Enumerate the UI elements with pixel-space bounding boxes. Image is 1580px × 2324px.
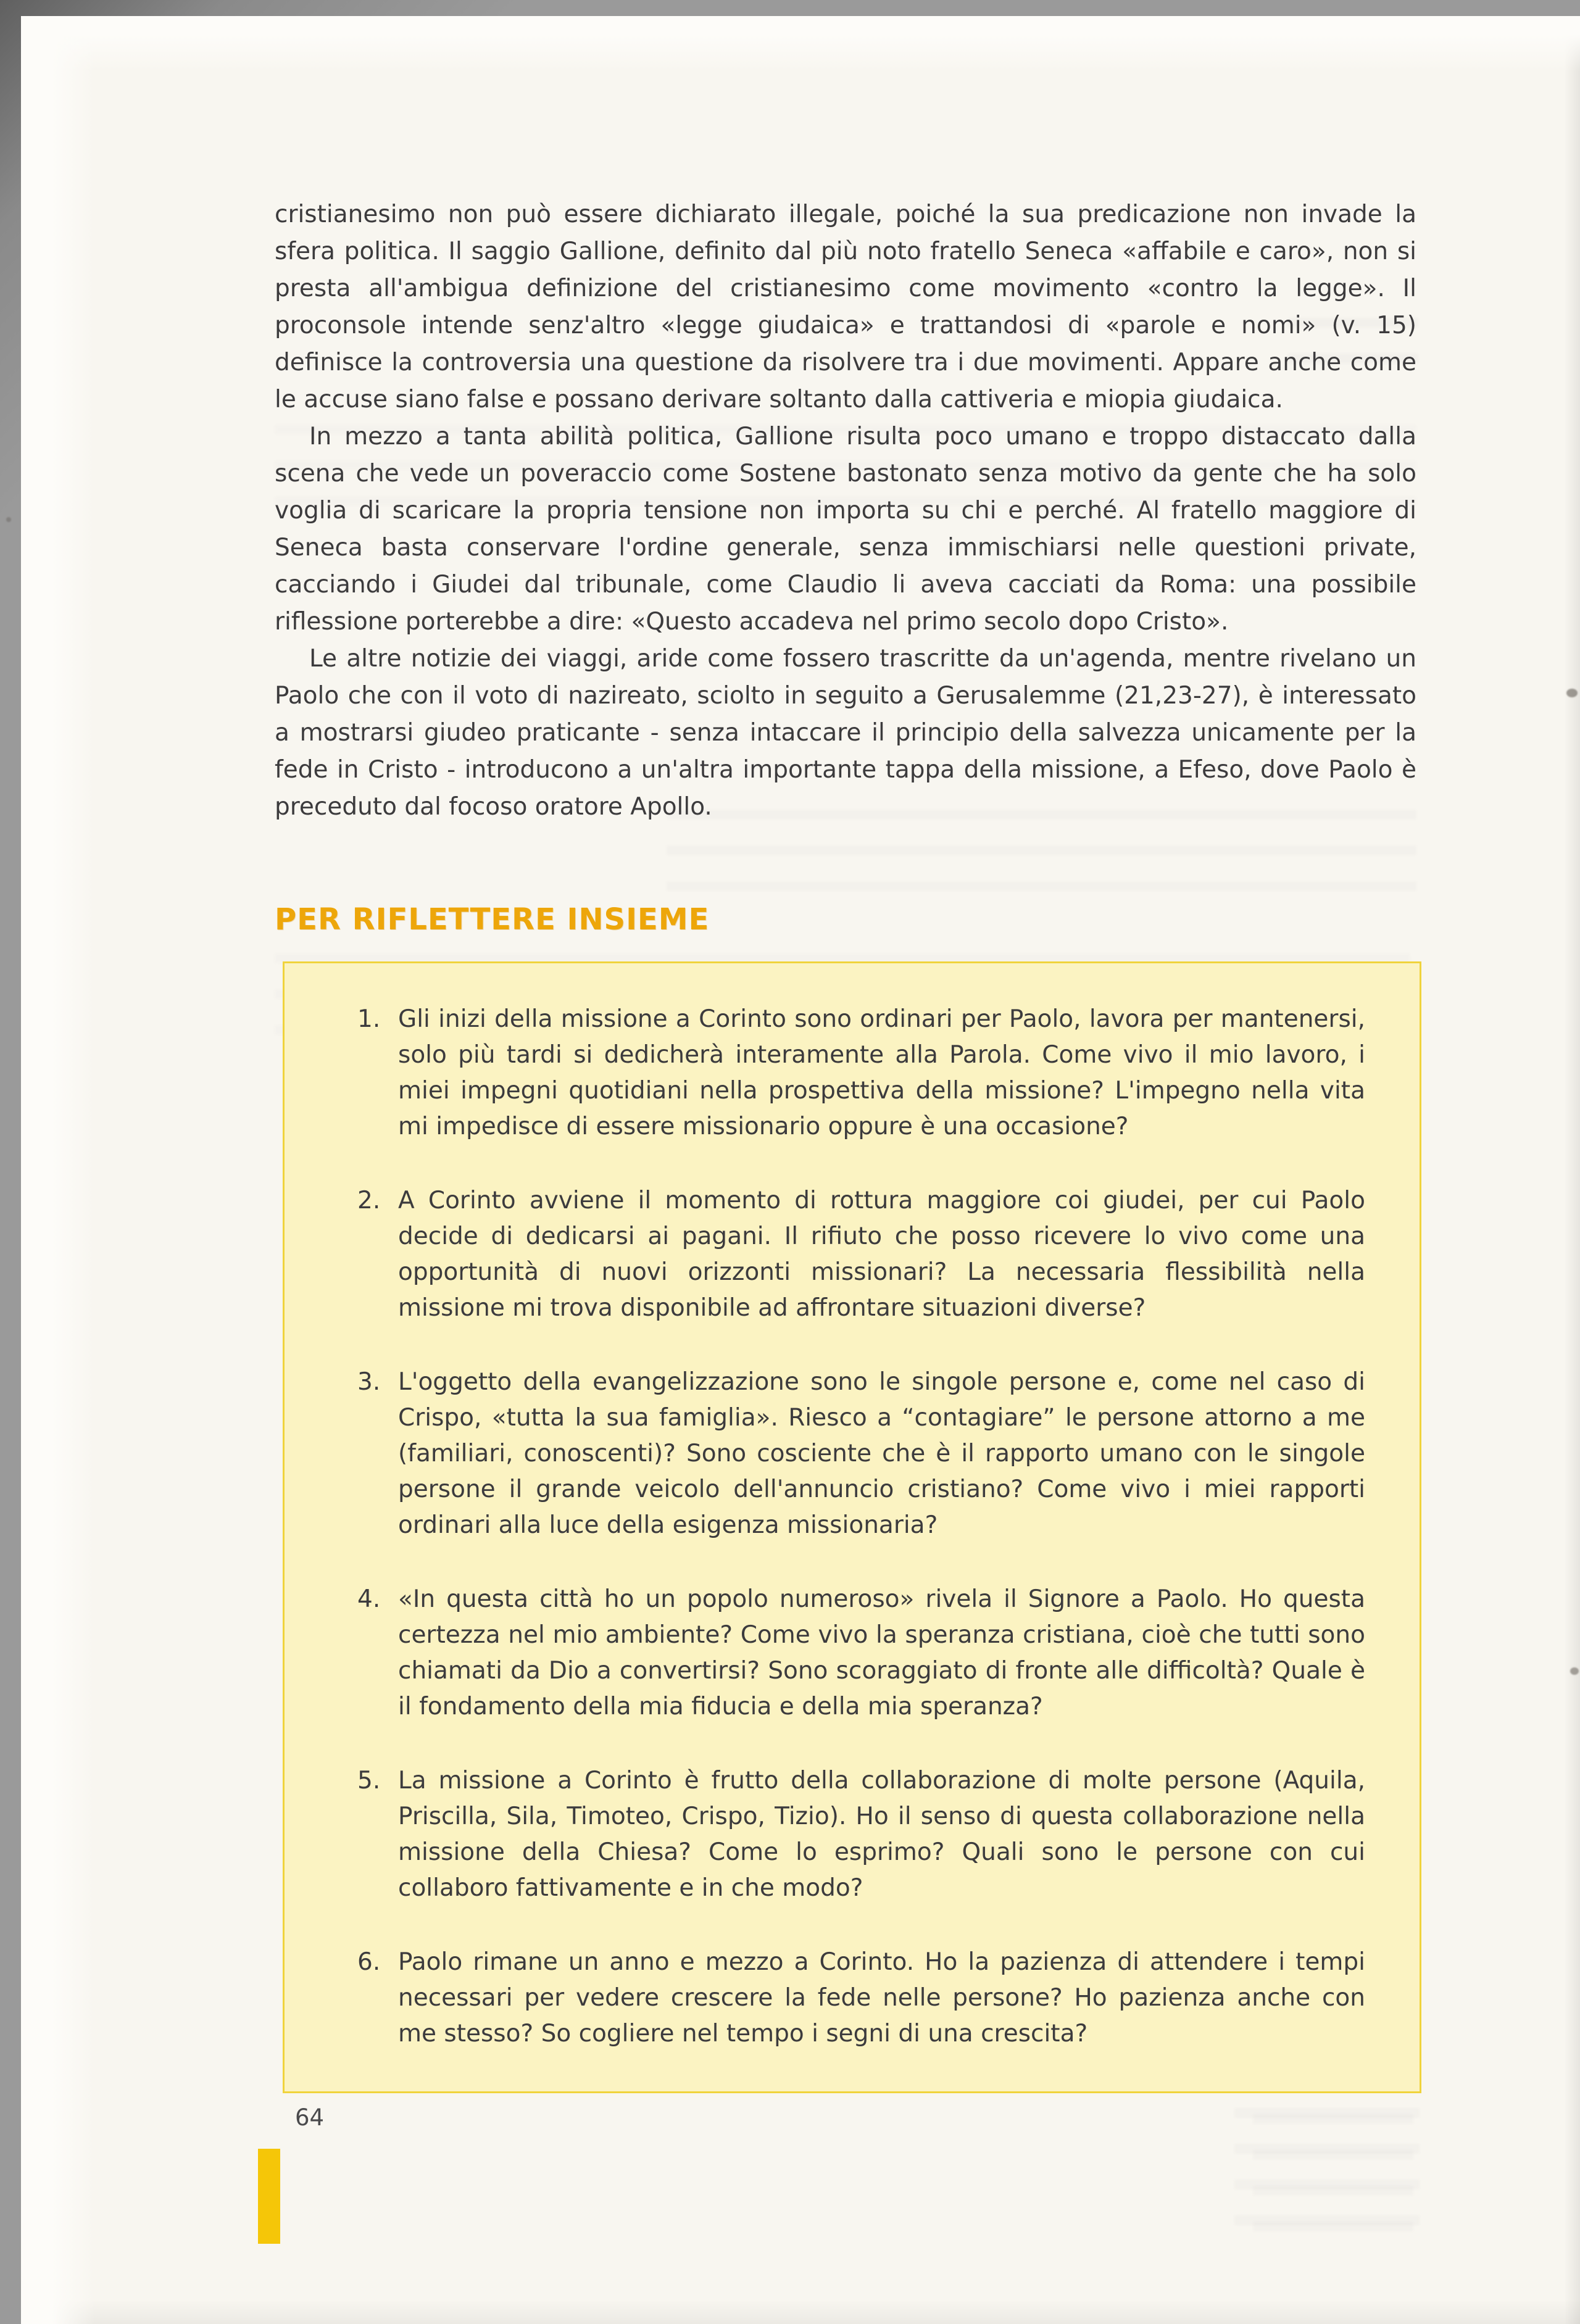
page-number: 64: [295, 2104, 325, 2131]
reflection-item: [357, 1763, 1365, 1906]
reflection-item: [357, 1183, 1365, 1326]
scan-speck: [1570, 1667, 1579, 1675]
item-text: «In questa città ho un popolo numeroso» rivela il Signore a Paolo. Ho questa certezza nel mio ambiente? Come vivo la speranza cristiana, cioè che tutti sono chiamati da Dio a convertirsi? Sono scoraggiato di fronte alle difficoltà? Quale è il fondamento della mia fiducia e della mia speranza?: [398, 1585, 1365, 1720]
item-number: 6.: [357, 1948, 381, 1976]
reflection-item: [357, 1944, 1365, 2052]
body-paragraph: Le altre notizie dei viaggi, aride come fossero trascritte da un'agenda, mentre rivelano un Paolo che con il voto di nazireato, sciolto in seguito a Gerusalemme (21,23-27), è interessato a mostrarsi giudeo praticante - senza intaccare il principio della salvezza unicamente per la fede in Cristo - introducono a un'altra importante tappa della missione, a Efeso, dove Paolo è preceduto dal focoso oratore Apollo.: [275, 645, 1416, 821]
item-number: 2.: [357, 1187, 381, 1214]
item-text: A Corinto avviene il momento di rottura maggiore coi giudei, per cui Paolo decide di dedicarsi ai pagani. Il rifiuto che posso ricevere lo vivo come una opportunità di nuovi orizzonti missionari? La necessaria flessibilità nella missione mi trova disponibile ad affrontare situazioni diverse?: [398, 1187, 1365, 1322]
section-heading: PER RIFLETTERE INSIEME: [275, 902, 710, 937]
item-text: Paolo rimane un anno e mezzo a Corinto. Ho la pazienza di attendere i tempi necessari per vedere crescere la fede nelle persone? Ho pazienza anche con me stesso? So cogliere nel tempo i segni di una crescita?: [398, 1948, 1365, 2048]
scan-speck: [6, 517, 11, 522]
scan-speck: [1566, 689, 1578, 697]
body-paragraph: cristianesimo non può essere dichiarato illegale, poiché la sua predicazione non invade la sfera politica. Il saggio Gallione, definito dal più noto fratello Seneca «affabile e caro», non si presta all'ambigua definizione del cristianesimo come movimento «contro la legge». Il proconsole intende senz'altro «legge giudaica» e trattandosi di «parole e nomi» (v. 15) definisce la controversia una questione da risolvere tra i due movimenti. Appare anche come le accuse siano false e possano derivare soltanto dalla cattiveria e miopia giudaica.: [275, 201, 1416, 413]
body-text-block: [275, 196, 1416, 826]
page-tab-marker: [258, 2149, 280, 2244]
body-paragraph: In mezzo a tanta abilità politica, Gallione risulta poco umano e troppo distaccato dalla scena che vede un poveraccio come Sostene bastonato senza motivo da gente che ha solo voglia di scaricare la propria tensione non importa su chi e perché. Al fratello maggiore di Seneca basta conservare l'ordine generale, senza immischiarsi nelle questioni private, cacciando i Giudei dal tribunale, come Claudio li aveva cacciati da Roma: una possibile riflessione porterebbe a dire: «Questo accadeva nel primo secolo dopo Cristo».: [275, 423, 1416, 636]
reflection-box: [283, 961, 1421, 2093]
item-text: La missione a Corinto è frutto della collaborazione di molte persone (Aquila, Priscilla, Sila, Timoteo, Crispo, Tizio). Ho il senso di questa collaborazione nella missione della Chiesa? Come lo esprimo? Quali sono le persone con cui collaboro fattivamente e in che modo?: [398, 1767, 1365, 1902]
item-text: Gli inizi della missione a Corinto sono ordinari per Paolo, lavora per mantenersi, solo più tardi si dedicherà interamente alla Parola. Come vivo il mio lavoro, i miei impegni quotidiani nella prospettiva della missione? L'impegno nella vita mi impedisce di essere missionario oppure è una occasione?: [398, 1005, 1365, 1140]
item-number: 5.: [357, 1767, 381, 1795]
reflection-item: [357, 1002, 1365, 1145]
item-number: 4.: [357, 1585, 381, 1613]
item-number: 1.: [357, 1005, 381, 1033]
reflection-item: [357, 1582, 1365, 1725]
reflection-item: [357, 1364, 1365, 1543]
item-number: 3.: [357, 1368, 381, 1396]
item-text: L'oggetto della evangelizzazione sono le singole persone e, come nel caso di Crispo, «tutta la sua famiglia». Riesco a “contagiare” le persone attorno a me (familiari, conoscenti)? Sono cosciente che è il rapporto umano con le singole persone il grande veicolo dell'annuncio cristiano? Come vivo i miei rapporti ordinari alla luce della esigenza missionaria?: [398, 1368, 1365, 1539]
